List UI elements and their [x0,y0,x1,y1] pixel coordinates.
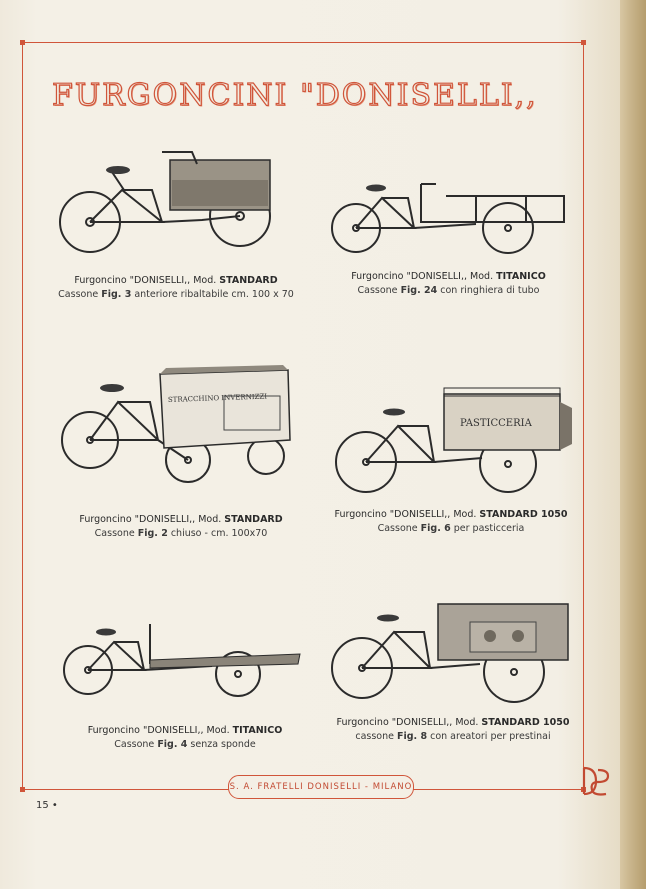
caption-fig: Fig. 4 [157,739,188,750]
caption-prefix: Furgoncino "DONISELLI,, Mod. [336,717,482,728]
tricycle-illustration [326,176,571,261]
caption-model: TITANICO [496,271,546,282]
caption-prefix: Furgoncino "DONISELLI,, Mod. [334,509,480,520]
caption-prefix: Furgoncino "DONISELLI,, Mod. [351,271,497,282]
caption-fig: Fig. 3 [101,289,132,300]
caption-prefix: Furgoncino "DONISELLI,, Mod. [74,275,220,286]
caption-fig: Fig. 8 [397,731,428,742]
tricycle-illustration [52,150,292,260]
caption-detail: con ringhiera di tubo [437,285,540,296]
figure-standard1050-fig8 [330,598,575,710]
figure-titanico-fig24 [326,176,571,261]
caption-fig: Fig. 6 [420,523,451,534]
figure-caption [326,716,580,744]
caption-detail: anteriore ribaltabile cm. 100 x 70 [131,289,294,300]
caption-fig: Fig. 24 [400,285,438,296]
caption-detail-prefix: Cassone [94,528,138,539]
caption-model: STANDARD 1050 [481,717,570,728]
figure-caption [326,508,576,536]
caption-model: STANDARD 1050 [479,509,568,520]
frame-corner [20,787,25,792]
figure-titanico-fig4 [62,620,302,700]
caption-prefix: Furgoncino "DONISELLI,, Mod. [87,725,233,736]
figure-standard-fig2 [58,364,298,498]
box-advertising-text: PASTICCERIA [460,418,532,429]
figure-caption [326,270,571,298]
caption-detail-prefix: Cassone [114,739,158,750]
box-advertising-text: STRACCHINO INVERNIZZI [167,392,268,404]
caption-detail-prefix: Cassone [357,285,401,296]
frame-corner [581,40,586,45]
caption-detail: senza sponde [187,739,256,750]
tricycle-illustration [332,386,577,496]
caption-detail: per pasticceria [450,523,525,534]
tricycle-illustration [62,620,302,700]
company-monogram-logo [578,764,612,798]
caption-detail: con areatori per prestinai [427,731,551,742]
figure-standard-fig3 [52,150,292,260]
caption-model: STANDARD [224,514,283,525]
page-number: 15 • [36,800,58,811]
tricycle-illustration [330,598,575,710]
caption-prefix: Furgoncino "DONISELLI,, Mod. [79,514,225,525]
figure-caption [60,724,310,752]
tricycle-illustration [58,364,298,498]
caption-detail-prefix: Cassone [58,289,102,300]
figure-caption [56,274,296,302]
page-edge-binding [620,0,646,889]
caption-model: STANDARD [219,275,278,286]
caption-detail-prefix: Cassone [377,523,421,534]
figure-caption [56,513,306,541]
caption-detail: chiuso - cm. 100x70 [167,528,268,539]
caption-model: TITANICO [232,725,283,736]
frame-corner [20,40,25,45]
caption-fig: Fig. 2 [137,528,168,539]
caption-detail-prefix: cassone [355,731,397,742]
figure-standard1050-fig6 [332,386,577,496]
company-footer: S. A. FRATELLI DONISELLI - MILANO [228,775,414,799]
page-title: FURGONCINI "DONISELLI,, [52,78,538,113]
